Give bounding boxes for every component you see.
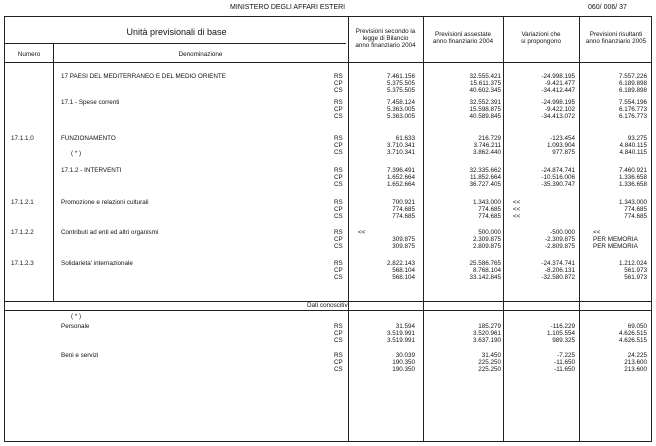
divider [53, 43, 54, 301]
col3-values: -24.874.741 -10.516.006 -35.390.747 [541, 167, 575, 189]
row-denominazione: FUNZIONAMENTO [61, 135, 116, 142]
col4-values: 7.554.196 6.176.773 6.176.773 [618, 99, 647, 121]
row-denominazione: 17 PAESI DEL MEDITERRANEO E DEL MEDIO ORIENTE [61, 73, 226, 80]
col3-values: -500.000 -2.309.875 -2.809.875 [544, 229, 575, 251]
col1-values: 2.822.143 568.104 568.104 [386, 260, 415, 282]
col1-values: 309.875 309.875 [392, 236, 415, 251]
col1-header: Previsioni secondo la legge di Bilancio anno finanziario 2004 [355, 28, 416, 50]
col1-values: 31.594 3.519.991 3.519.991 [386, 323, 415, 345]
col2-values: 31.450 225.250 225.250 [478, 352, 501, 374]
denominazione-header: Denominazione [178, 51, 223, 58]
page-reference: 060/ 006/ 37 [588, 4, 627, 11]
divider [5, 43, 346, 44]
dati-denominazione: Beni e servizi [61, 352, 99, 359]
row-numero: 17.1.2.1 [11, 199, 34, 206]
divider [5, 310, 651, 311]
rs-cp-cs-labels: RS CP CS [334, 199, 343, 221]
col2-values: 216.729 3.746.211 3.862.440 [472, 135, 501, 157]
rs-cp-cs-labels: RS CP CS [334, 229, 343, 251]
col4-values: 24.225 213.600 213.600 [624, 352, 647, 374]
col4-values: 1.212.024 561.973 561.973 [618, 260, 647, 282]
col3-values: -123.454 1.093.904 977.875 [546, 135, 575, 157]
footnote-marker: ( * ) [71, 150, 82, 157]
budget-table [4, 16, 652, 442]
col2-values: 185.279 3.520.961 3.637.190 [472, 323, 501, 345]
row-denominazione: 17.1.2 - INTERVENTI [61, 167, 122, 174]
rs-cp-cs-labels: RS CP CS [334, 99, 343, 121]
col3-header: Variazioni che si propongono [521, 31, 561, 46]
col4-values: 93.275 4.840.115 4.840.115 [619, 135, 647, 157]
divider [423, 17, 424, 441]
col1-first-value: << [358, 229, 366, 236]
col4-values: 69.050 4.626.515 4.626.515 [618, 323, 647, 345]
ministry-header: MINISTERO DEGLI AFFARI ESTERI [230, 4, 346, 11]
col4-header: Previsioni risultanti anno finanziario 2005 [585, 31, 647, 46]
col2-header: Previsioni assestate anno finanziario 2004 [432, 31, 494, 46]
rs-cp-cs-labels: RS CP CS [334, 73, 343, 95]
row-numero: 17.1.2.3 [11, 260, 34, 267]
row-numero: 17.1.1.0 [11, 135, 34, 142]
dati-denominazione: Personale [61, 323, 90, 330]
row-denominazione: Solidarieta' internazionale [61, 260, 133, 267]
divider [579, 17, 580, 441]
rs-cp-cs-labels: RS CP CS [334, 352, 343, 374]
numero-header: Numero [17, 51, 41, 58]
col1-values: 61.633 3.710.341 3.710.341 [386, 135, 415, 157]
row-denominazione: 17.1 - Spese correnti [61, 99, 120, 106]
divider [5, 62, 651, 63]
col3-values: -7.225 -11.650 -11.650 [554, 352, 575, 374]
row-denominazione: Contributi ad enti ed altri organismi [61, 229, 159, 236]
divider [503, 17, 504, 441]
rs-cp-cs-labels: RS CP CS [334, 167, 343, 189]
col3-values: -24.998.195 -9.421.477 -34.412.447 [541, 73, 575, 95]
col3-values: -24.998.195 -9.422.102 -34.413.072 [541, 99, 575, 121]
col1-values: 7.461.156 5.375.505 5.375.505 [386, 73, 415, 95]
col1-values: 30.039 190.350 190.350 [392, 352, 415, 374]
row-numero: 17.1.2.2 [11, 229, 34, 236]
col2-values: 32.555.421 15.611.375 40.602.345 [469, 73, 501, 95]
col1-values: 7.396.491 1.652.664 1.652.664 [386, 167, 415, 189]
col1-values: 7.458.124 5.363.005 5.363.005 [386, 99, 415, 121]
col4-values: 1.343.000 774.685 774.685 [618, 199, 647, 221]
rs-cp-cs-labels: RS CP CS [334, 260, 343, 282]
col4-values: 7.460.921 1.336.658 1.336.658 [618, 167, 647, 189]
main-title: Unità previsionali di base [126, 27, 227, 37]
col2-values: 25.586.765 8.768.104 33.142.845 [469, 260, 501, 282]
col2-values: 500.000 2.309.875 2.809.875 [472, 229, 501, 251]
row-denominazione: Promozione e relazioni culturali [61, 199, 149, 206]
col3-values: -116.229 1.105.554 989.325 [546, 323, 575, 345]
rs-cp-cs-labels: RS CP CS [334, 323, 343, 345]
dati-conoscitivi-title: Dati conoscitivi [307, 302, 349, 309]
col1-values: 700.921 774.685 774.685 [392, 199, 415, 221]
col3-values: << << << [513, 199, 521, 221]
col4-values: 7.557.226 6.189.898 6.189.898 [618, 73, 647, 95]
col3-values: -24.374.741 -8.206.131 -32.580.872 [541, 260, 575, 282]
col2-values: 1.343.000 774.685 774.685 [472, 199, 501, 221]
col2-values: 32.552.391 15.598.875 40.589.845 [469, 99, 501, 121]
rs-cp-cs-labels: RS CP CS [334, 135, 343, 157]
col4-values: << PER MEMORIA PER MEMORIA [593, 229, 638, 251]
col2-values: 32.335.662 11.852.664 36.727.405 [469, 167, 501, 189]
footnote-marker: ( * ) [71, 313, 82, 320]
